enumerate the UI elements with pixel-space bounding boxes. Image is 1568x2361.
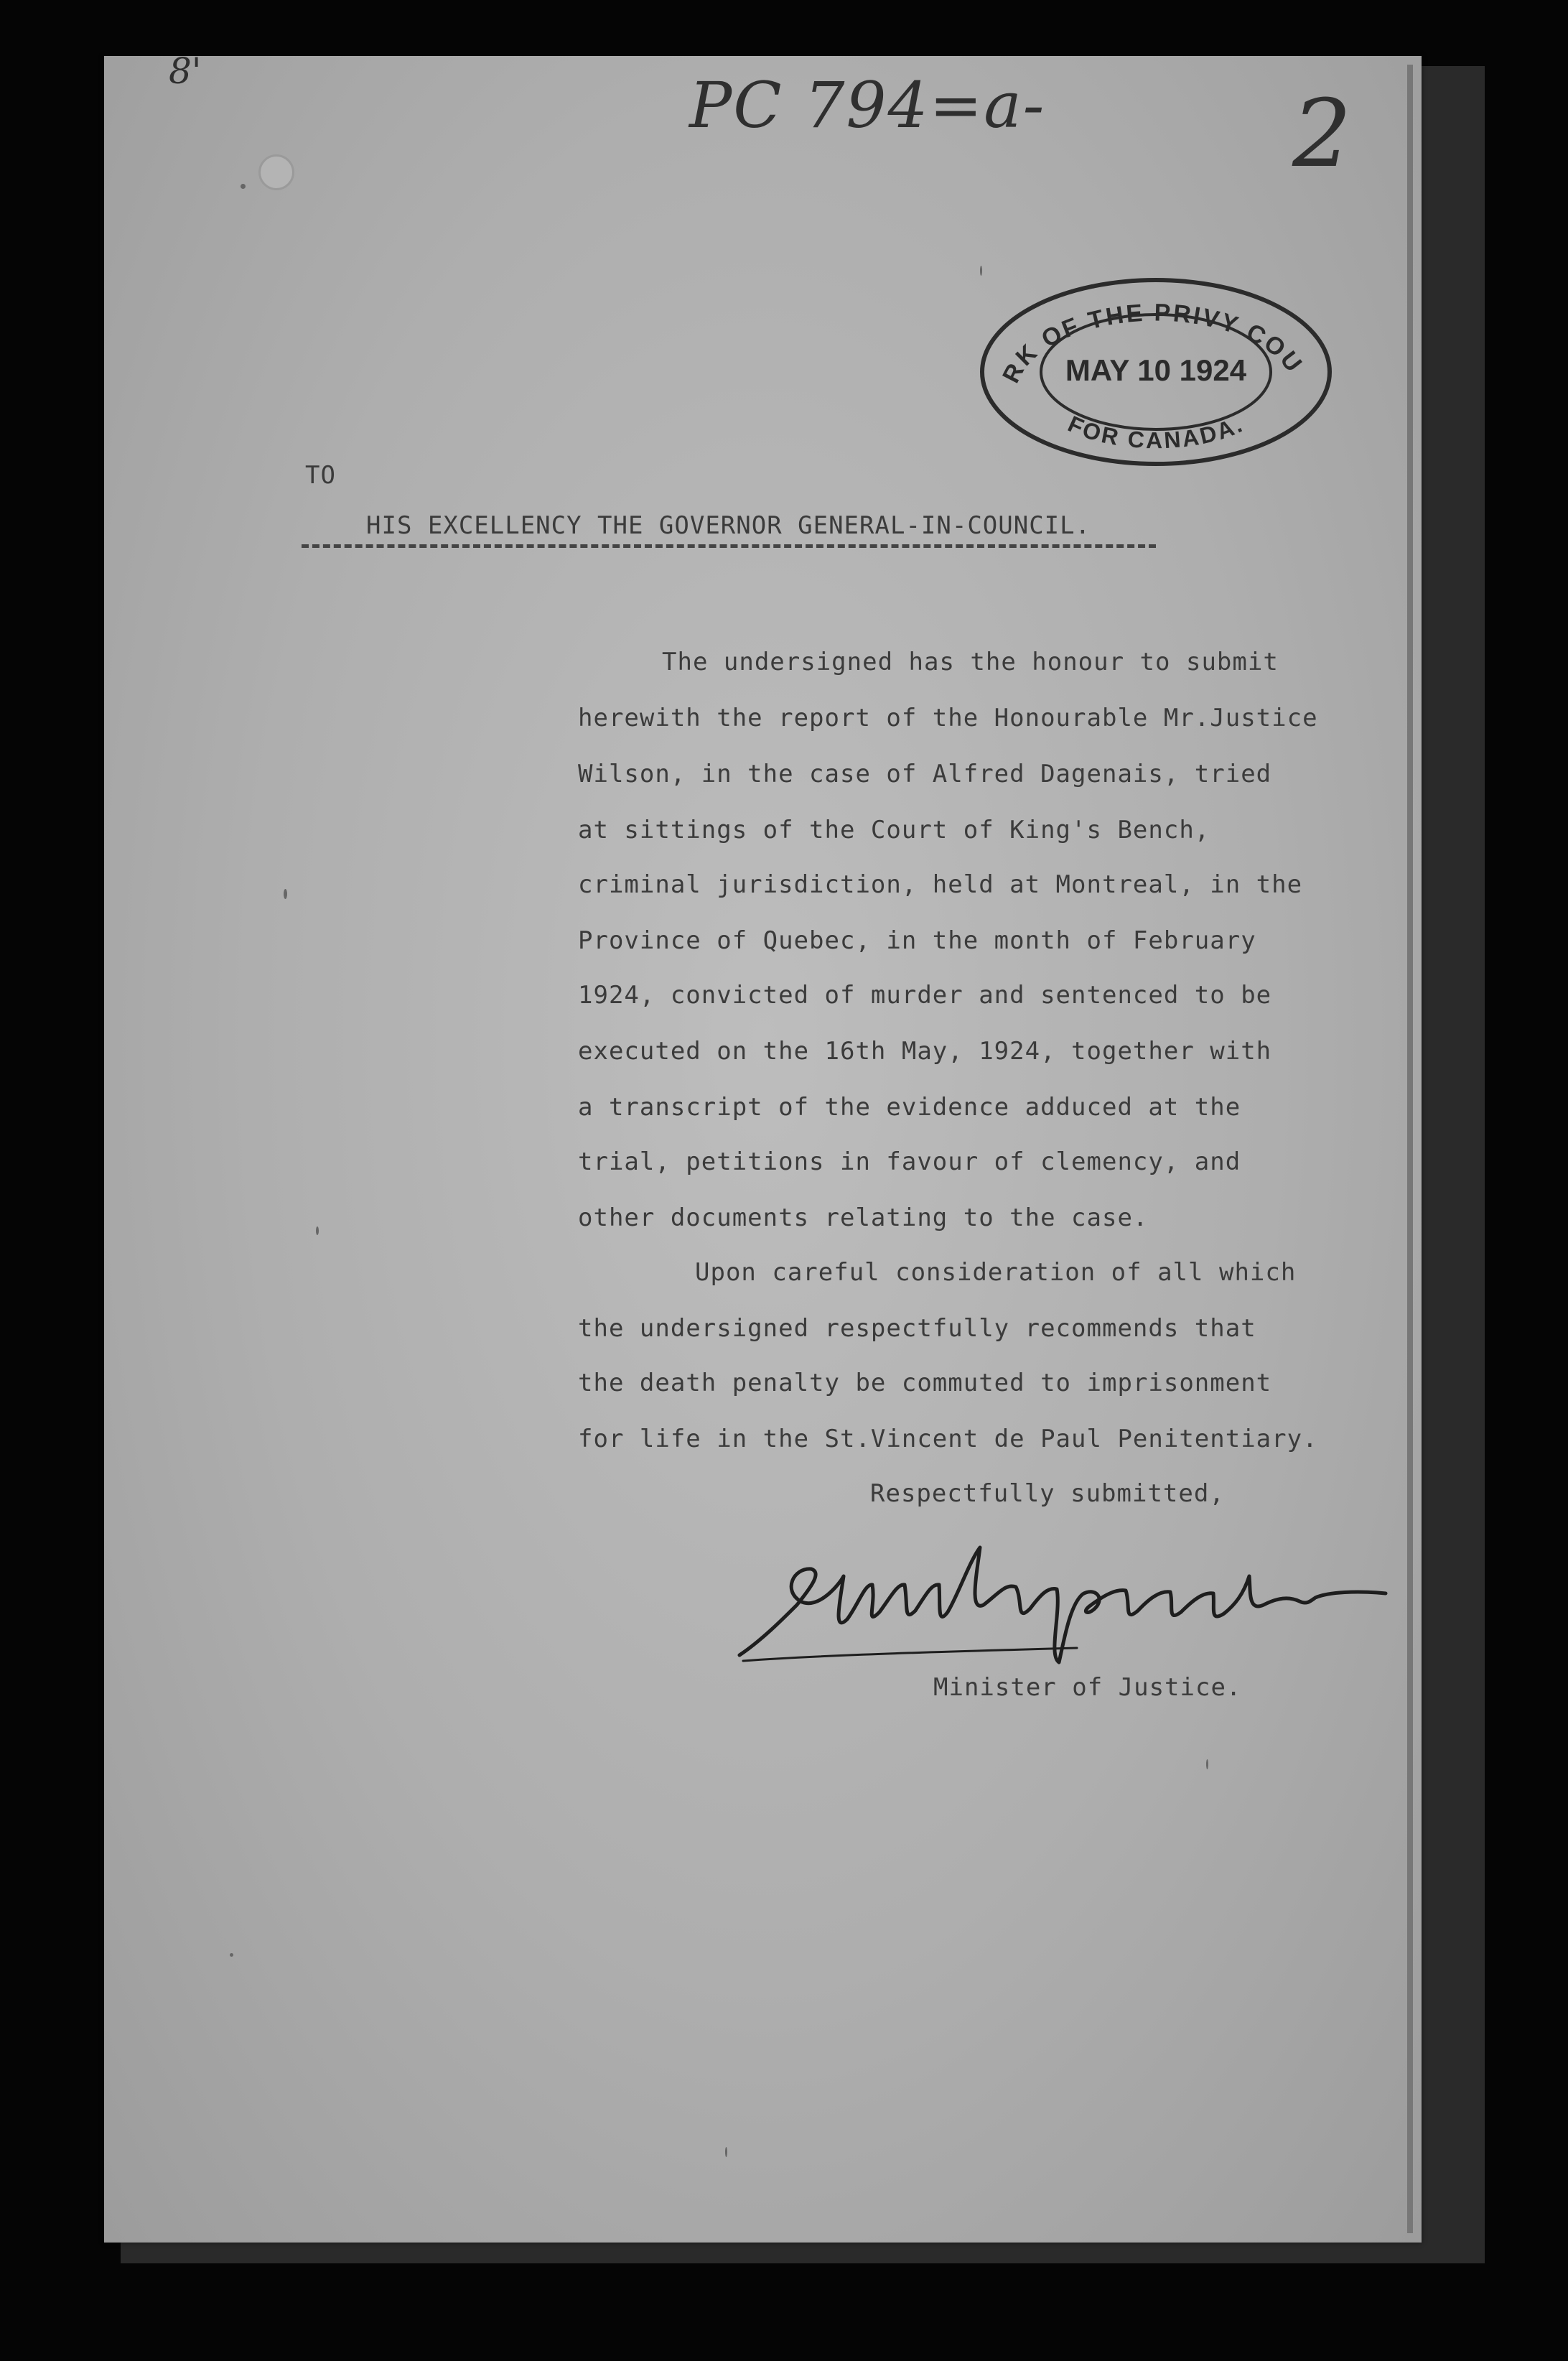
body-line: herewith the report of the Honourable Mr.Justice bbox=[578, 704, 1318, 732]
to-label: TO bbox=[305, 461, 336, 490]
body-line: executed on the 16th May, 1924, together with bbox=[578, 1037, 1272, 1066]
body-line: criminal jurisdiction, held at Montreal, in the bbox=[578, 870, 1303, 899]
stamp-top-text: RK OF THE PRIVY COU bbox=[997, 299, 1309, 388]
signer-title: Minister of Justice. bbox=[933, 1673, 1242, 1702]
addressee: HIS EXCELLENCY THE GOVERNOR GENERAL-IN-COUNCIL. bbox=[366, 511, 1091, 540]
body-line: for life in the St.Vincent de Paul Penitentiary. bbox=[578, 1425, 1318, 1453]
corner-pencil-mark: 8' bbox=[169, 50, 202, 92]
body-line: Wilson, in the case of Alfred Dagenais, tried bbox=[578, 760, 1272, 788]
page-edge bbox=[1407, 65, 1413, 2233]
paper-speck bbox=[230, 1953, 233, 1957]
privy-council-stamp bbox=[976, 271, 1335, 469]
body-line: Upon careful consideration of all which bbox=[695, 1258, 1297, 1287]
paper-speck bbox=[980, 266, 982, 276]
stamp-date: MAY 10 1924 bbox=[1065, 353, 1247, 387]
page-number: 2 bbox=[1292, 79, 1352, 188]
addressee-rule bbox=[302, 544, 1156, 548]
paper-speck bbox=[284, 889, 287, 899]
body-line: other documents relating to the case. bbox=[578, 1203, 1149, 1232]
body-line: a transcript of the evidence adduced at the bbox=[578, 1093, 1241, 1122]
paper-speck bbox=[316, 1226, 319, 1235]
body-line: The undersigned has the honour to submit bbox=[662, 648, 1279, 676]
stamp-bottom-text: FOR CANADA. bbox=[1064, 410, 1248, 454]
punch-hole bbox=[258, 154, 294, 190]
file-reference: PC 794=a- bbox=[689, 68, 1046, 142]
body-line: the death penalty be commuted to imprisonment bbox=[578, 1369, 1272, 1397]
body-line: 1924, convicted of murder and sentenced to be bbox=[578, 981, 1272, 1010]
body-line: Province of Quebec, in the month of February bbox=[578, 926, 1256, 955]
signature bbox=[732, 1533, 1393, 1670]
body-line: at sittings of the Court of King's Bench, bbox=[578, 816, 1210, 844]
body-line: the undersigned respectfully recommends that bbox=[578, 1314, 1256, 1343]
body-line: trial, petitions in favour of clemency, and bbox=[578, 1147, 1241, 1176]
svg-text:FOR CANADA. bbox=[1064, 411, 1248, 453]
paper-speck bbox=[725, 2147, 727, 2157]
closing: Respectfully submitted, bbox=[870, 1479, 1225, 1508]
paper-speck bbox=[241, 184, 246, 189]
paper-speck bbox=[1206, 1759, 1208, 1769]
